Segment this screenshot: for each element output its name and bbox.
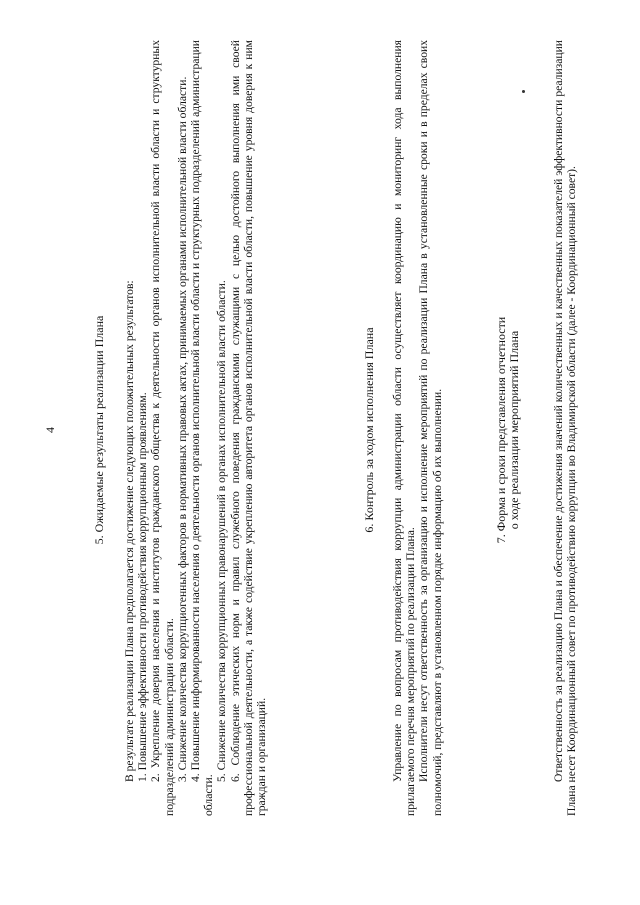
section-7-body — [552, 40, 578, 816]
section-5-item-5: 5. Снижение количества коррупционных правонарушений в органах исполнительной власти области. — [215, 280, 229, 782]
section-7-paragraph-1: Ответственность за реализацию Плана и обеспечение достижения значений количественных и качественных показателей эффективности реализации Плана несет Координационный совет по противодействию коррупции во Владимирской области (далее - Координационный совет). — [552, 40, 579, 816]
section-5-item-6: 6. Соблюдение этических норм и правил служебного поведения гражданскими служащими с целью достойного выполнения ими своей профессиональной деятельности, а также содействие укреплению авторитета органов исполнительной власти области, повышение уровня доверия к ним граждан и организаций. — [228, 40, 269, 816]
section-5-body — [123, 40, 268, 816]
section-7-title-line-2: о ходе реализации мероприятий Плана — [507, 330, 522, 530]
section-5-intro: В результате реализации Плана предполагается достижение следующих положительных результатов: — [123, 280, 136, 782]
section-5-title: 5. Ожидаемые результаты реализации Плана — [92, 315, 106, 545]
section-7-title-line-1: 7. Форма и сроки представления отчетности — [494, 316, 508, 544]
section-6-title: 6. Контроль за ходом исполнения Плана — [362, 327, 376, 533]
section-7-title — [495, 0, 521, 860]
scan-speck — [522, 90, 525, 93]
section-5-item-1: 1. Повышение эффективности противодействия коррупционным проявлениям. — [136, 392, 150, 782]
page-number: 4 — [43, 427, 57, 433]
section-6-paragraph-2: Исполнители несут ответственность за организацию и исполнение мероприятий по реализации Плана в установленные сроки и в пределах своих полномочий, представляют в установленном порядке информацию об их выполнении. — [417, 40, 444, 816]
section-5-item-4: 4. Повышение информированности населения о деятельности органов исполнительной власти области и структурных подразделений администрации области. — [189, 40, 216, 816]
section-6-body — [391, 40, 444, 816]
section-6-paragraph-1: Управление по вопросам противодействия коррупции администрации области осуществляет координацию и мониторинг хода выполнения прилагаемого перечня мероприятий по реализации Плана. — [391, 40, 418, 816]
section-5-item-3: 3. Снижение количества коррупциогенных факторов в нормативных правовых актах, принимаемых органами исполнительной власти области. — [175, 76, 189, 782]
section-5-item-2: 2. Укрепление доверия населения и институтов гражданского общества к деятельности органов исполнительной власти области и структурных подразделений администрации области. — [149, 40, 176, 816]
